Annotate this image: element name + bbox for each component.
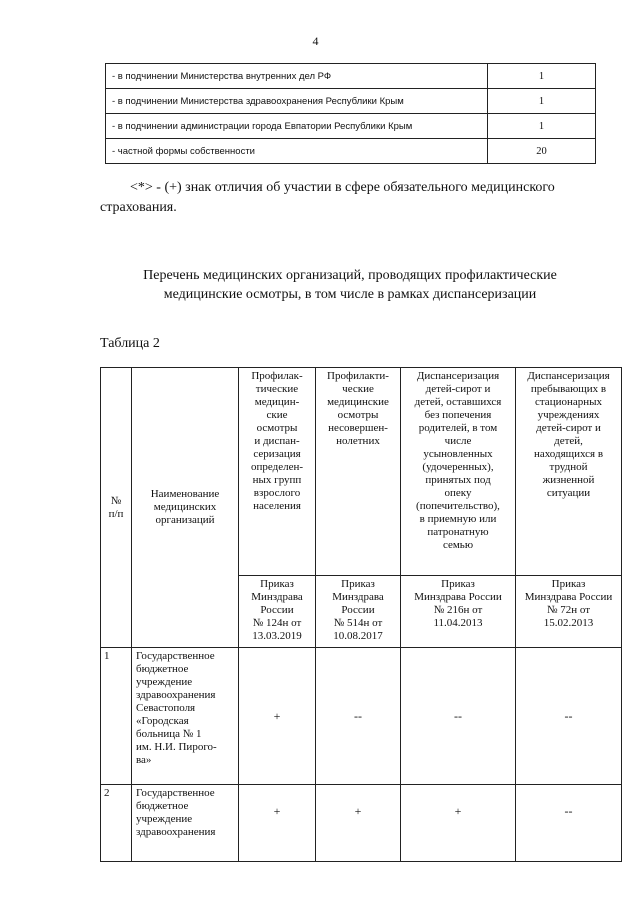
order-col4 — [516, 576, 622, 648]
row-col3: + — [401, 785, 516, 862]
header-col2-text: Профилакти- ческие медицинские осмотры несовершен- нолетних — [327, 370, 389, 447]
row-label: - в подчинении администрации города Евпатории Республики Крым — [106, 114, 488, 139]
row-col1: + — [239, 648, 316, 785]
row-value: 20 — [488, 139, 596, 164]
header-col4-text: Диспансеризация пребывающих в стационарных учреждениях детей-сирот и детей, находящихся в трудной жизненной ситуации — [527, 370, 610, 499]
row-label: - в подчинении Министерства внутренних дел РФ — [106, 64, 488, 89]
row-num: 1 — [101, 648, 132, 785]
footnote: <*> - (+) знак отличия об участии в сфере обязательного медицинского страхования. — [100, 180, 555, 215]
row-col3: -- — [401, 648, 516, 785]
row-col2: -- — [316, 648, 401, 785]
header-num — [101, 368, 132, 648]
header-col1 — [239, 368, 316, 576]
table-row — [101, 648, 622, 785]
table-caption: Таблица 2 — [100, 336, 160, 351]
header-col2 — [316, 368, 401, 576]
row-col4: -- — [516, 648, 622, 785]
order-col3-text: Приказ Минздрава России № 216н от 11.04.2013 — [414, 578, 502, 629]
header-name — [132, 368, 239, 648]
table-row — [106, 139, 596, 164]
table-row — [101, 785, 622, 862]
row-value: 1 — [488, 89, 596, 114]
row-col2: + — [316, 785, 401, 862]
order-col4-text: Приказ Минздрава России № 72н от 15.02.2013 — [524, 578, 613, 629]
row-name-text: Государственное бюджетное учреждение здравоохранения — [136, 787, 216, 838]
row-col1: + — [239, 785, 316, 862]
row-col4: -- — [516, 785, 622, 862]
header-col1-text: Профилак- тические медицин- ские осмотры и диспан- серизация определен- ных групп взрослого населения — [250, 370, 304, 512]
order-col2 — [316, 576, 401, 648]
row-label: - в подчинении Министерства здравоохранения Республики Крым — [106, 89, 488, 114]
row-name — [132, 785, 239, 862]
order-col2-text: Приказ Минздрава России № 514н от 10.08.2017 — [332, 578, 384, 642]
section-title: Перечень медицинских организаций, проводящих профилактические медицинские осмотры, в том числе в рамках диспансеризации — [143, 268, 557, 302]
row-name-text: Государственное бюджетное учреждение здравоохранения Севастополя «Городская больница № 1 им. Н.И. Пирого- ва» — [136, 650, 217, 766]
order-col3 — [401, 576, 516, 648]
header-row — [101, 368, 622, 576]
row-num: 2 — [101, 785, 132, 862]
organizations-table — [100, 367, 622, 862]
row-label: - частной формы собственности — [106, 139, 488, 164]
row-value: 1 — [488, 114, 596, 139]
header-col4 — [516, 368, 622, 576]
continuation-table — [105, 63, 596, 164]
row-value: 1 — [488, 64, 596, 89]
header-num-text: № п/п — [108, 494, 124, 520]
table-row — [106, 114, 596, 139]
header-name-text: Наименование медицинских организаций — [150, 488, 220, 526]
order-col1 — [239, 576, 316, 648]
page-number: 4 — [312, 34, 319, 48]
order-col1-text: Приказ Минздрава России № 124н от 13.03.2019 — [251, 578, 303, 642]
table-row — [106, 64, 596, 89]
table-row — [106, 89, 596, 114]
header-col3-text: Диспансеризация детей-сирот и детей, оставшихся без попечения родителей, в том числе усыновленных (удочеренных), принятых под опеку (попечительство), в приемную или патронатную семью — [414, 370, 502, 551]
header-col3 — [401, 368, 516, 576]
row-name — [132, 648, 239, 785]
